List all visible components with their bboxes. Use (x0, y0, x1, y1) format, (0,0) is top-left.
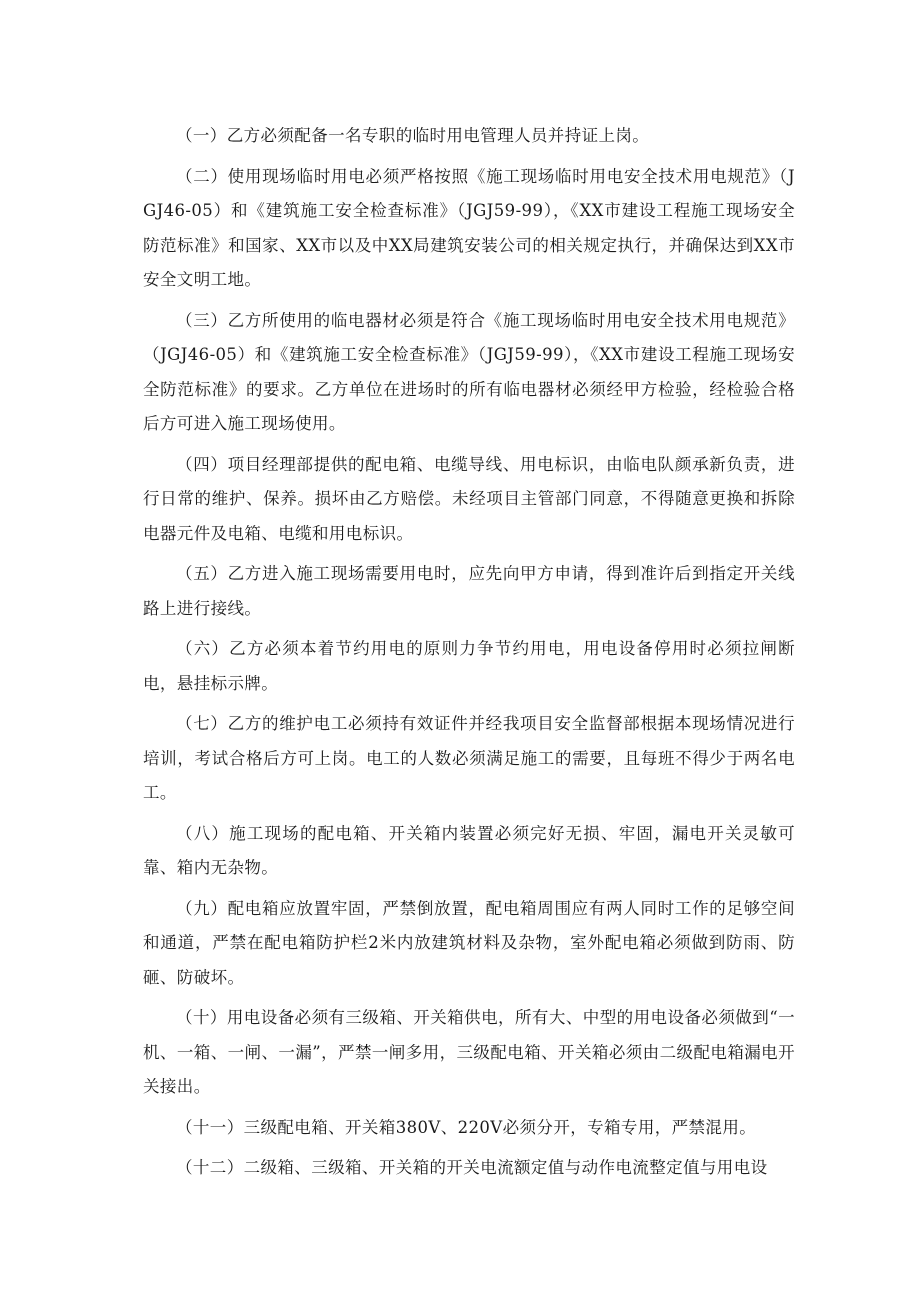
paragraph-5: （五）乙方进入施工现场需要用电时，应先向甲方申请，得到准许后到指定开关线路上进行接线。 (143, 564, 795, 618)
paragraph-7: （七）乙方的维护电工必须持有效证件并经我项目安全监督部根据本现场情况进行培训，考试合格后方可上岗。电工的人数必须满足施工的需要，且每班不得少于两名电工。 (143, 714, 795, 802)
paragraph-11: （十一）三级配电箱、开关箱380V、220V必须分开，专箱专用，严禁混用。 (176, 1117, 757, 1137)
paragraph-1: （一）乙方必须配备一名专职的临时用电管理人员并持证上岗。 (176, 126, 650, 145)
paragraph-2: （二）使用现场临时用电必须严格按照《施工现场临时用电安全技术用电规范》（JGJ46-05）和《建筑施工安全检查标准》（JGJ59-99），《XX市建设工程施工现场安全防范标准》和国家、XX市以及中XX局建筑安装公司的相关规定执行，并确保达到XX市安全文明工地。 (143, 166, 795, 289)
paragraph-4: （四）项目经理部提供的配电箱、电缆导线、用电标识，由临电队颜承新负责，进行日常的维护、保养。损坏由乙方赔偿。未经项目主管部门同意，不得随意更换和拆除电器元件及电箱、电缆和用电标识。 (143, 454, 795, 543)
paragraph-12: （十二）二级箱、三级箱、开关箱的开关电流额定值与动作电流整定值与用电设 (176, 1158, 768, 1177)
paragraph-3: （三）乙方所使用的临电器材必须是符合《施工现场临时用电安全技术用电规范》（JGJ46-05）和《建筑施工安全检查标准》（JGJ59-99），《XX市建设工程施工现场安全防范标准》的要求。乙方单位在进场时的所有临电器材必须经甲方检验，经检验合格后方可进入施工现场使用。 (143, 310, 795, 433)
paragraph-6: （六）乙方必须本着节约用电的原则力争节约用电，用电设备停用时必须拉闸断电，悬挂标示牌。 (143, 639, 795, 693)
paragraph-9: （九）配电箱应放置牢固，严禁倒放置，配电箱周围应有两人同时工作的足够空间和通道，严禁在配电箱防护栏2米内放建筑材料及杂物，室外配电箱必须做到防雨、防砸、防破坏。 (143, 898, 795, 987)
paragraph-10: （十）用电设备必须有三级箱、开关箱供电，所有大、中型的用电设备必须做到“一机、一箱、一闸、一漏”，严禁一闸多用，三级配电箱、开关箱必须由二级配电箱漏电开关接出。 (143, 1008, 795, 1096)
document-body (143, 119, 795, 1192)
paragraph-8: （八）施工现场的配电箱、开关箱内装置必须完好无损、牢固，漏电开关灵敏可靠、箱内无杂物。 (143, 823, 795, 877)
